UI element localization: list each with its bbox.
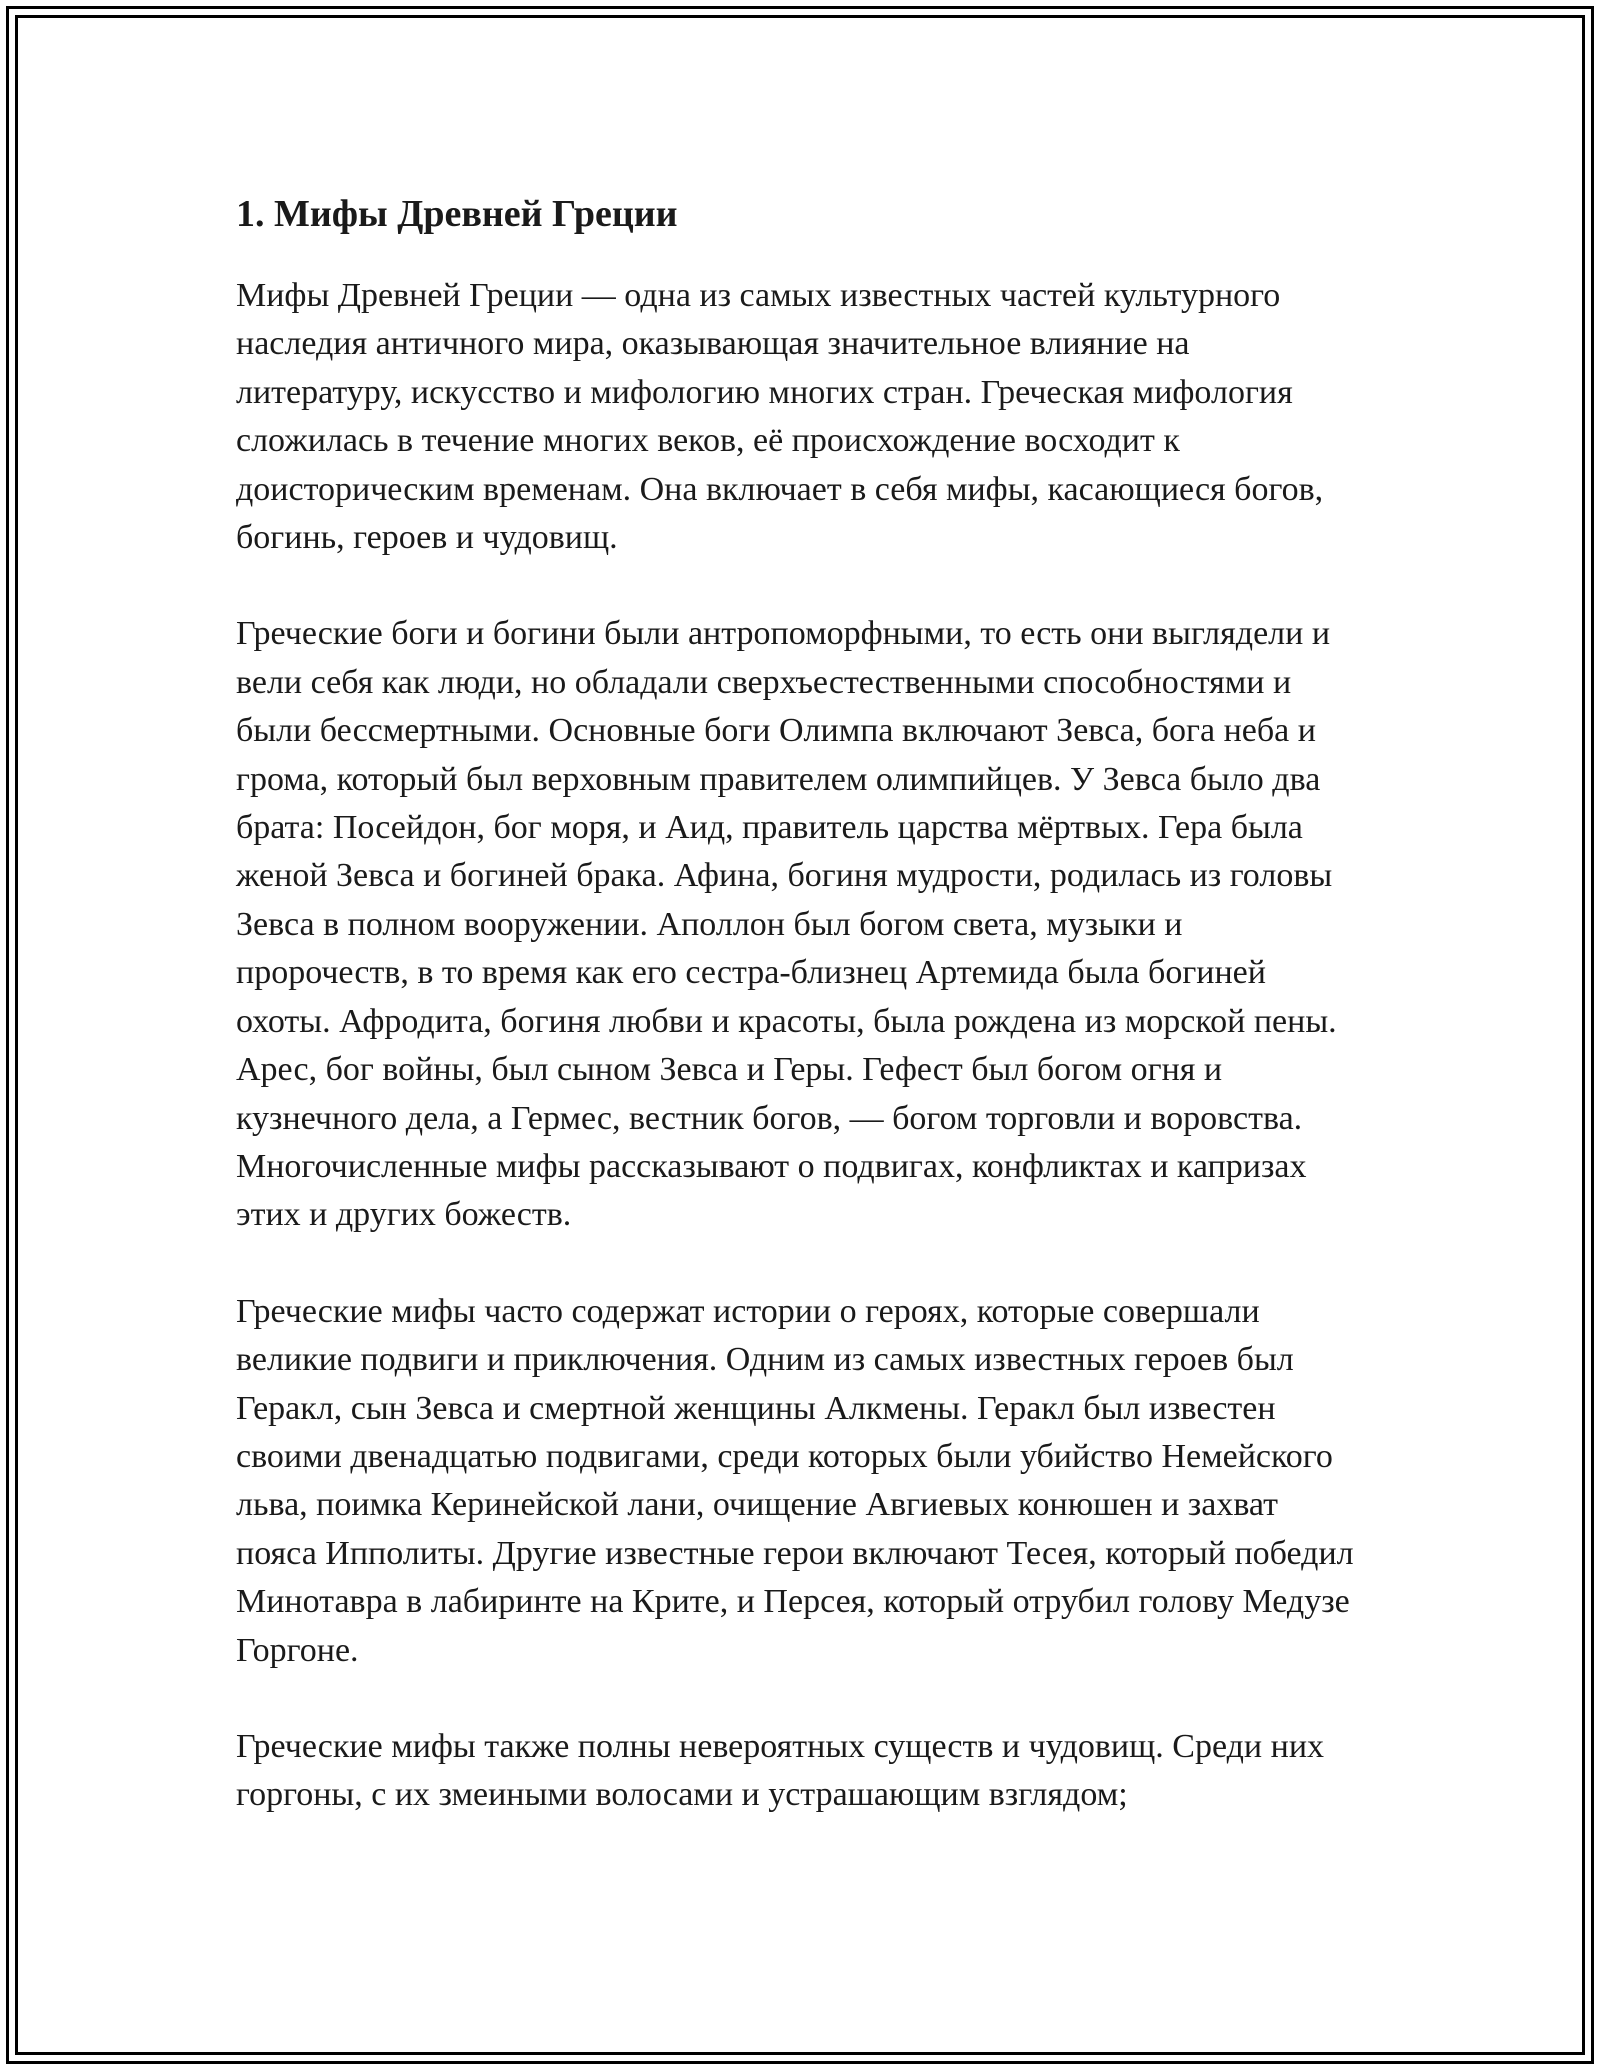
paragraph-intro: Мифы Древней Греции — одна из самых известных частей культурного наследия античного мира, оказывающая значительное влияние на литературу, искусство и мифологию многих стран. Греческая мифология сложилась в течение многих веков, её происхождение восходит к доисторическим временам. Она включает в себя мифы, касающиеся богов, богинь, героев и чудовищ. — [236, 277, 1324, 557]
paragraph-heroes: Греческие мифы часто содержат истории о героях, которые совершали великие подвиги и приключения. Одним из самых известных героев был Геракл, сын Зевса и смертной женщины Алкмены. Геракл был известен своими двенадцатью подвигами, среди которых были убийство Немейского льва, поимка Керинейской лани, очищение Авгиевых конюшен и захват пояса Ипполиты. Другие известные герои включают Тесея, который победил Минотавра в лабиринте на Крите, и Персея, который отрубил голову Медузе Горгоне. — [236, 1292, 1354, 1669]
document-body — [236, 186, 1356, 1868]
section-heading: 1. Мифы Древней Греции — [236, 193, 678, 235]
paragraph-creatures: Греческие мифы также полны невероятных существ и чудовищ. Среди них горгоны, с их змеиными волосами и устрашающим взглядом; — [236, 1727, 1325, 1814]
paragraph-gods: Греческие боги и богини были антропоморфными, то есть они выглядели и вели себя как люди, но обладали сверхъестественными способностями и были бессмертными. Основные боги Олимпа включают Зевса, бога неба и грома, который был верховным правителем олимпийцев. У Зевса было два брата: Посейдон, бог моря, и Аид, правитель царства мёртвых. Гера была женой Зевса и богиней брака. Афина, богиня мудрости, родилась из головы Зевса в полном вооружении. Аполлон был богом света, музыки и пророчеств, в то время как его сестра-близнец Артемида была богиней охоты. Афродита, богиня любви и красоты, была рождена из морской пены. Арес, бог войны, был сыном Зевса и Геры. Гефест был богом огня и кузнечного дела, а Гермес, вестник богов, — богом торговли и воровства. Многочисленные мифы рассказывают о подвигах, конфликтах и капризах этих и других божеств. — [236, 615, 1337, 1234]
